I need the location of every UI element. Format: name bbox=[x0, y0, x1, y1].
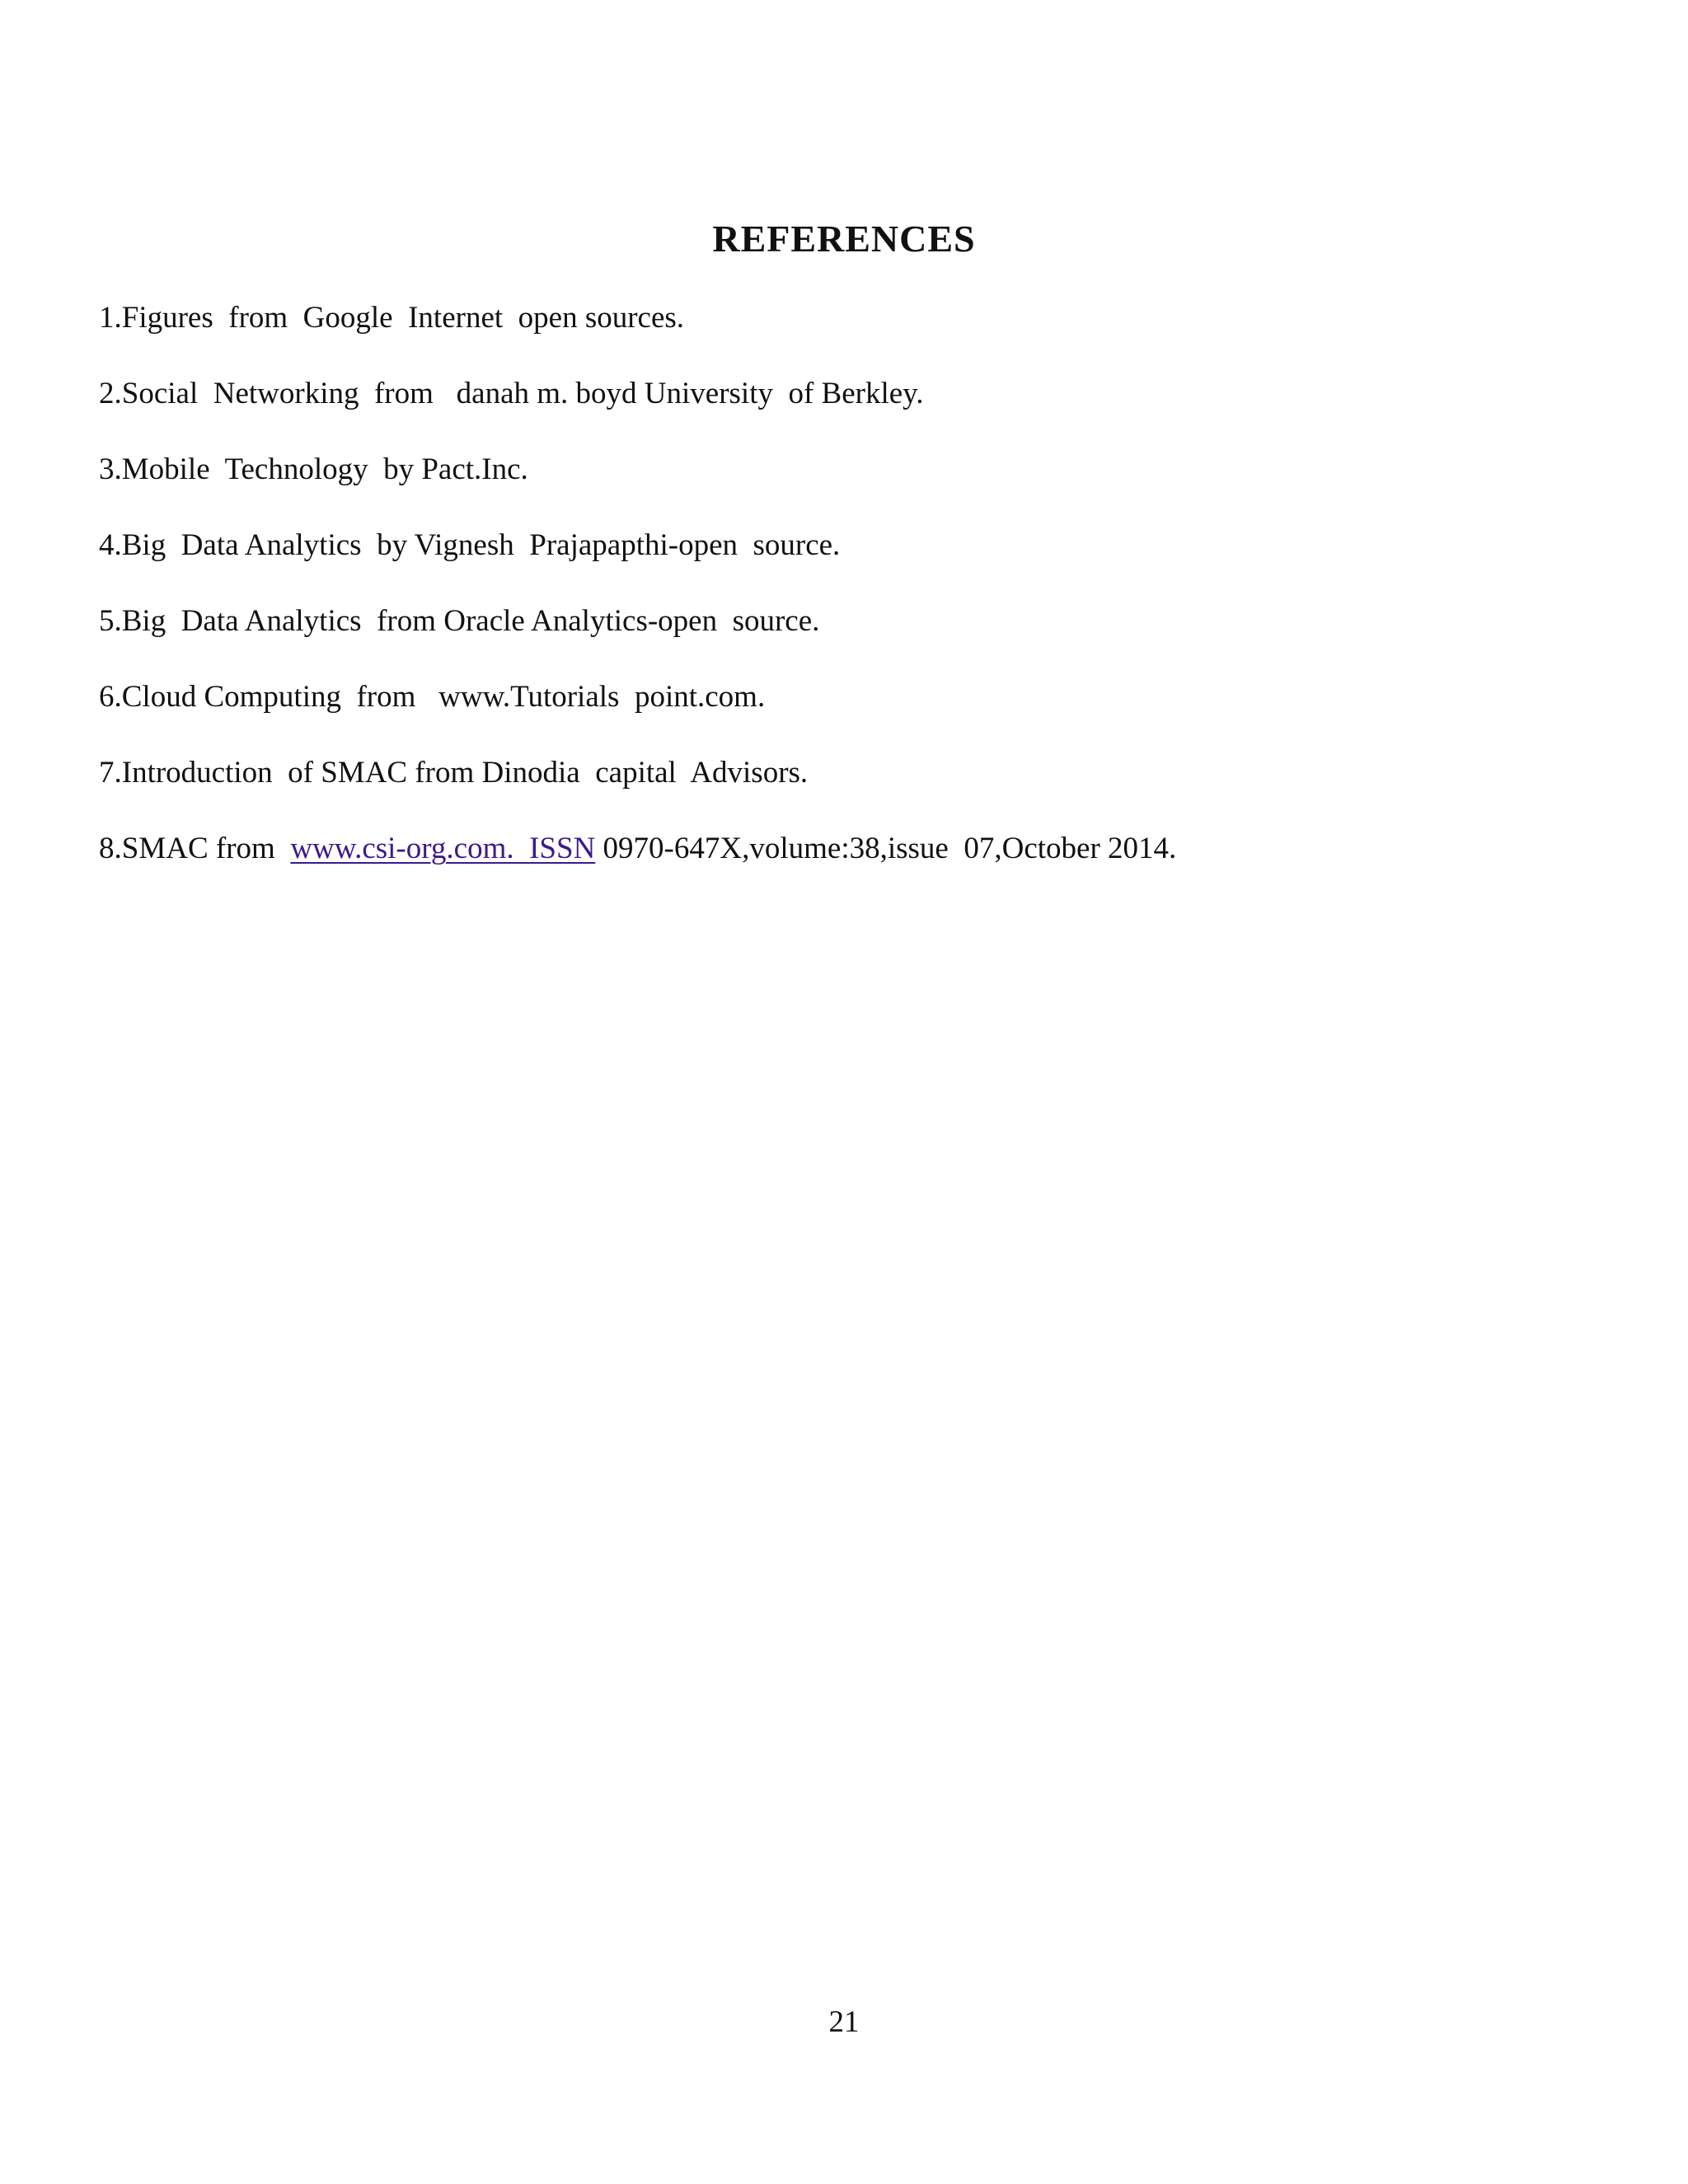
reference-prefix: 8.SMAC from bbox=[99, 832, 291, 865]
reference-text: 5.Big Data Analytics from Oracle Analytics-open source. bbox=[99, 604, 820, 638]
reference-item-5 bbox=[99, 597, 1582, 646]
reference-item-6 bbox=[99, 673, 1582, 722]
reference-item-7 bbox=[99, 748, 1582, 798]
reference-text: 3.Mobile Technology by Pact.Inc. bbox=[99, 452, 528, 486]
reference-item-4 bbox=[99, 521, 1582, 570]
reference-link-csi[interactable]: www.csi-org.com. ISSN bbox=[290, 832, 596, 865]
page-title: REFERENCES bbox=[712, 218, 976, 260]
reference-item-8 bbox=[99, 824, 1582, 874]
reference-item-3 bbox=[99, 445, 1582, 494]
reference-text: 4.Big Data Analytics by Vignesh Prajapapthi-open source. bbox=[99, 528, 841, 562]
reference-suffix: 0970-647X,volume:38,issue 07,October 2014. bbox=[595, 832, 1177, 865]
page-number: 21 bbox=[828, 2005, 860, 2039]
reference-text: 2.Social Networking from danah m. boyd University of Berkley. bbox=[99, 377, 924, 410]
reference-text: 6.Cloud Computing from www.Tutorials point.com. bbox=[99, 680, 766, 714]
reference-text: 1.Figures from Google Internet open sources. bbox=[99, 301, 685, 335]
reference-item-1 bbox=[99, 293, 1582, 343]
reference-text: 7.Introduction of SMAC from Dinodia capital Advisors. bbox=[99, 756, 809, 790]
references-list bbox=[99, 293, 1582, 900]
reference-item-2 bbox=[99, 369, 1582, 419]
